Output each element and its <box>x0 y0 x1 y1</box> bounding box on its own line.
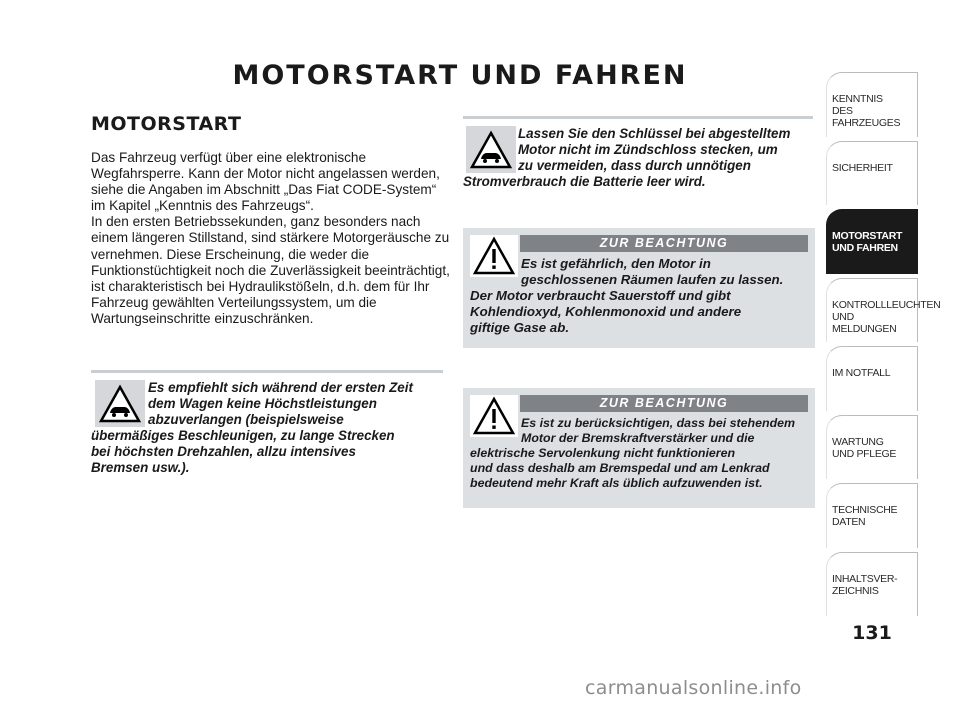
note-left <box>91 380 446 476</box>
note-top-right <box>463 126 815 190</box>
note-line: Motor nicht im Zündschloss stecken, um <box>518 142 778 157</box>
note-line: Bremsen usw.). <box>91 460 190 475</box>
tab-label: SICHERHEIT <box>832 161 893 174</box>
tab-motorstart-und-fahren[interactable] <box>826 209 918 274</box>
tab-label: TECHNISCHE DATEN <box>832 504 898 528</box>
warning-banner: ZUR BEACHTUNG <box>520 395 808 412</box>
tab-im-notfall[interactable] <box>826 346 918 411</box>
note-line: Lassen Sie den Schlüssel bei abgestelltem <box>518 126 791 141</box>
tab-label: KENNTNIS DES FAHRZEUGES <box>832 93 901 129</box>
warning-text <box>470 416 807 491</box>
page-title: MOTORSTART UND FAHREN <box>232 60 688 91</box>
divider-right-note <box>463 116 813 119</box>
note-line: übermäßiges Beschleunigen, zu lange Strecken <box>91 428 395 443</box>
warning-line: bedeutend mehr Kraft als üblich aufzuwenden ist. <box>470 476 763 490</box>
warning-banner: ZUR BEACHTUNG <box>520 235 808 252</box>
tab-inhaltsverzeichnis[interactable] <box>826 552 918 617</box>
note-line: Es empfiehlt sich während der ersten Zeit <box>148 380 413 395</box>
warning-line: Der Motor verbraucht Sauerstoff und gibt <box>470 288 731 303</box>
note-line: zu vermeiden, dass durch unnötigen <box>518 158 751 173</box>
paragraph-2: In den ersten Betriebssekunden, ganz besonders nach einem längeren Stillstand, sind stärkere Motorgeräusche zu vernehmen. Diese Erscheinung, die weder die Funktionstüchtigkeit noch die Zuverlässigkeit beeinträchtigt, ist charakteristisch bei Hydraulikstößeln, d.h. dem für Ihr Fahrzeug gewählten Verteilungssystem, um die Wartungseinschritte einzuschränken. <box>91 214 450 326</box>
tab-sicherheit[interactable] <box>826 141 918 206</box>
tab-wartung-und-pflege[interactable] <box>826 415 918 480</box>
note-line: abzuverlangen (beispielsweise <box>148 412 344 427</box>
tab-technische-daten[interactable] <box>826 483 918 548</box>
divider-left-note <box>91 370 443 373</box>
warning-line: Kohlendioxyd, Kohlenmonoxid und andere <box>470 304 742 319</box>
watermark: carmanualsonline.info <box>585 677 802 699</box>
warning-line: geschlossenen Räumen laufen zu lassen. <box>521 272 784 287</box>
chapter-tabs <box>826 72 941 620</box>
warning-line: Es ist zu berücksichtigen, dass bei stehendem <box>521 416 796 430</box>
warning-line: elektrische Servolenkung nicht funktionieren <box>470 446 736 460</box>
note-line: dem Wagen keine Höchstleistungen <box>148 396 377 411</box>
warning-line: Es ist gefährlich, den Motor in <box>521 256 711 271</box>
warning-box-2 <box>463 388 815 508</box>
warning-box-1 <box>463 228 815 348</box>
warning-line: und dass deshalb am Bremspedal und am Lenkrad <box>470 461 770 475</box>
page-number: 131 <box>852 622 892 644</box>
warning-text <box>470 256 807 336</box>
tab-label: IM NOTFALL <box>832 367 891 379</box>
section-heading: MOTORSTART <box>91 113 242 135</box>
tab-kenntnis-des-fahrzeuges[interactable] <box>826 72 918 137</box>
section-body <box>91 150 451 327</box>
tab-label: MOTORSTART UND FAHREN <box>832 230 903 254</box>
car-warning-icon <box>466 126 516 173</box>
tab-label: INHALTSVER- ZEICHNIS <box>832 572 898 597</box>
tab-label: WARTUNG UND PFLEGE <box>832 435 897 460</box>
tab-label: KONTROLLLEUCHTEN UND MELDUNGEN <box>832 298 941 335</box>
paragraph-1: Das Fahrzeug verfügt über eine elektronische Wegfahrsperre. Kann der Motor nicht angelassen werden, siehe die Angaben im Abschnitt „Das Fiat CODE-System“ im Kapitel „Kenntnis des Fahrzeugs“. <box>91 150 440 214</box>
warning-line: giftige Gase ab. <box>470 320 570 335</box>
tab-kontrollleuchten[interactable] <box>826 278 941 343</box>
car-warning-icon <box>95 380 145 427</box>
warning-line: Motor der Bremskraftverstärker und die <box>521 431 755 445</box>
note-line: bei höchsten Drehzahlen, allzu intensives <box>91 444 356 459</box>
note-line: Stromverbrauch die Batterie leer wird. <box>463 174 706 189</box>
